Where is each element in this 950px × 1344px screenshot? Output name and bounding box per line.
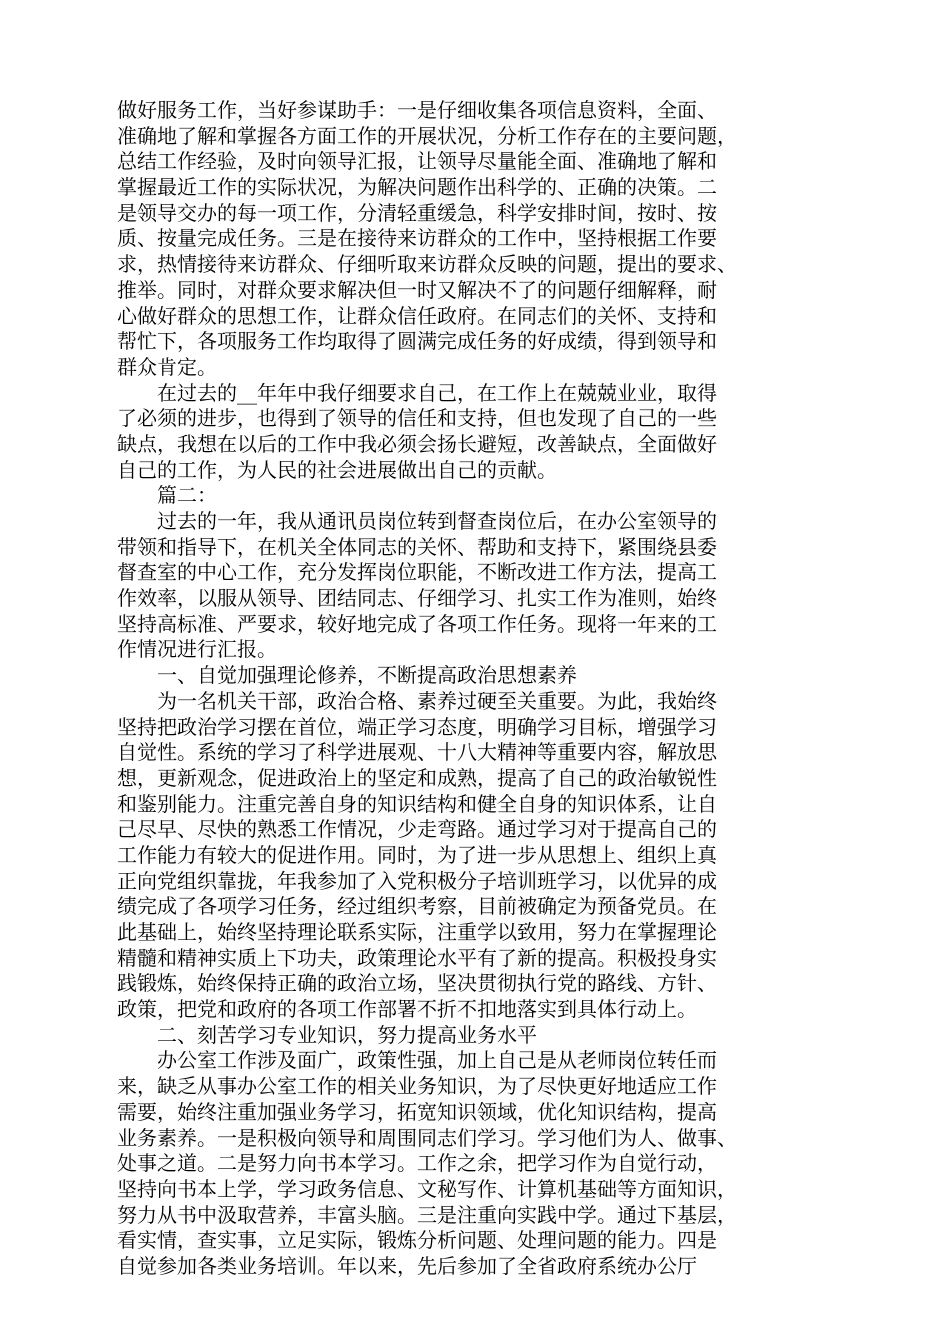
text-line: 为一名机关干部，政治合格、素养过硬至关重要。为此，我始终: [117, 688, 717, 713]
text-line: 准确地了解和掌握各方面工作的开展状况，分析工作存在的主要问题，: [117, 123, 737, 148]
text-line: 和鉴别能力。注重完善自身的知识结构和健全自身的知识体系，让自: [117, 791, 717, 816]
text-line: 了必须的进步，也得到了领导的信任和支持，但也发现了自己的一些: [117, 406, 717, 431]
text-line: 坚持向书本上学，学习政务信息、文秘写作、计算机基础等方面知识，: [117, 1176, 737, 1201]
text-line: 推举。同时，对群众要求解决但一时又解决不了的问题仔细解释，耐: [117, 277, 717, 302]
text-line: 篇二：: [117, 483, 217, 508]
text-line: 政策，把党和政府的各项工作部署不折不扣地落实到具体行动上。: [117, 997, 697, 1022]
text-line: 正向党组织靠拢，年我参加了入党积极分子培训班学习，以优异的成: [117, 868, 717, 893]
document-body: [117, 98, 837, 1280]
text-line: 来，缺乏从事办公室工作的相关业务知识，为了尽快更好地适应工作: [117, 1074, 717, 1099]
text-line: 自觉参加各类业务培训。年以来，先后参加了全省政府系统办公厅: [117, 1253, 697, 1278]
text-line: 践锻炼，始终保持正确的政治立场，坚决贯彻执行党的路线、方针、: [117, 971, 717, 996]
text-line: 自觉性。系统的学习了科学进展观、十八大精神等重要内容，解放思: [117, 740, 717, 765]
text-line: 帮忙下，各项服务工作均取得了圆满完成任务的好成绩，得到领导和: [117, 329, 717, 354]
text-line: 精髓和精神实质上下功夫，政策理论水平有了新的提高。积极投身实: [117, 945, 717, 970]
text-line: 坚持高标准、严要求，较好地完成了各项工作任务。现将一年来的工: [117, 611, 717, 636]
text-line: 作效率，以服从领导、团结同志、仔细学习、扎实工作为准则，始终: [117, 586, 717, 611]
text-line: 己尽早、尽快的熟悉工作情况，少走弯路。通过学习对于提高自己的: [117, 817, 717, 842]
text-line: 是领导交办的每一项工作，分清轻重缓急，科学安排时间，按时、按: [117, 200, 717, 225]
text-line: 努力从书中汲取营养，丰富头脑。三是注重向实践中学。通过下基层，: [117, 1202, 737, 1227]
text-line: 此基础上，始终坚持理论联系实际，注重学以致用，努力在掌握理论: [117, 920, 717, 944]
text-line: 质、按量完成任务。三是在接待来访群众的工作中，坚持根据工作要: [117, 226, 717, 251]
text-line: 督查室的中心工作，充分发挥岗位职能，不断改进工作方法，提高工: [117, 560, 717, 585]
text-line: 绩完成了各项学习任务，经过组织考察，目前被确定为预备党员。在: [117, 894, 717, 919]
text-line: 看实情，查实事，立足实际，锻炼分析问题、处理问题的能力。四是: [117, 1228, 717, 1253]
text-line: 过去的一年，我从通讯员岗位转到督查岗位后，在办公室领导的: [117, 509, 717, 533]
text-line: 总结工作经验，及时向领导汇报，让领导尽量能全面、准确地了解和: [117, 149, 717, 174]
text-line: 在过去的__年年中我仔细要求自己，在工作上在兢兢业业，取得: [117, 380, 717, 405]
text-line: 业务素养。一是积极向领导和周围同志们学习。学习他们为人、做事、: [117, 1125, 737, 1150]
text-line: 缺点，我想在以后的工作中我必须会扬长避短，改善缺点，全面做好: [117, 431, 717, 456]
text-line: 作情况进行汇报。: [117, 637, 277, 662]
text-line: 需要，始终注重加强业务学习，拓宽知识领域，优化知识结构，提高: [117, 1099, 717, 1124]
text-line: 坚持把政治学习摆在首位，端正学习态度，明确学习目标，增强学习: [117, 714, 717, 739]
text-line: 掌握最近工作的实际状况，为解决问题作出科学的、正确的决策。二: [117, 175, 717, 200]
text-line: 办公室工作涉及面广，政策性强，加上自己是从老师岗位转任而: [117, 1048, 717, 1073]
text-line: 求，热情接待来访群众、仔细听取来访群众反映的问题，提出的要求、: [117, 252, 737, 277]
text-line: 二、刻苦学习专业知识，努力提高业务水平: [117, 1022, 537, 1047]
text-line: 想，更新观念，促进政治上的坚定和成熟，提高了自己的政治敏锐性: [117, 765, 717, 790]
text-line: 工作能力有较大的促进作用。同时，为了进一步从思想上、组织上真: [117, 842, 717, 867]
text-line: 自己的工作，为人民的社会进展做出自己的贡献。: [117, 457, 557, 482]
text-line: 处事之道。二是努力向书本学习。工作之余，把学习作为自觉行动，: [117, 1151, 717, 1176]
text-line: 群众肯定。: [117, 354, 217, 379]
text-line: 做好服务工作，当好参谋助手：一是仔细收集各项信息资料，全面、: [117, 98, 717, 122]
text-line: 一、自觉加强理论修养，不断提高政治思想素养: [117, 663, 577, 688]
text-line: 带领和指导下，在机关全体同志的关怀、帮助和支持下，紧围绕县委: [117, 534, 717, 559]
text-line: 心做好群众的思想工作，让群众信任政府。在同志们的关怀、支持和: [117, 303, 717, 328]
